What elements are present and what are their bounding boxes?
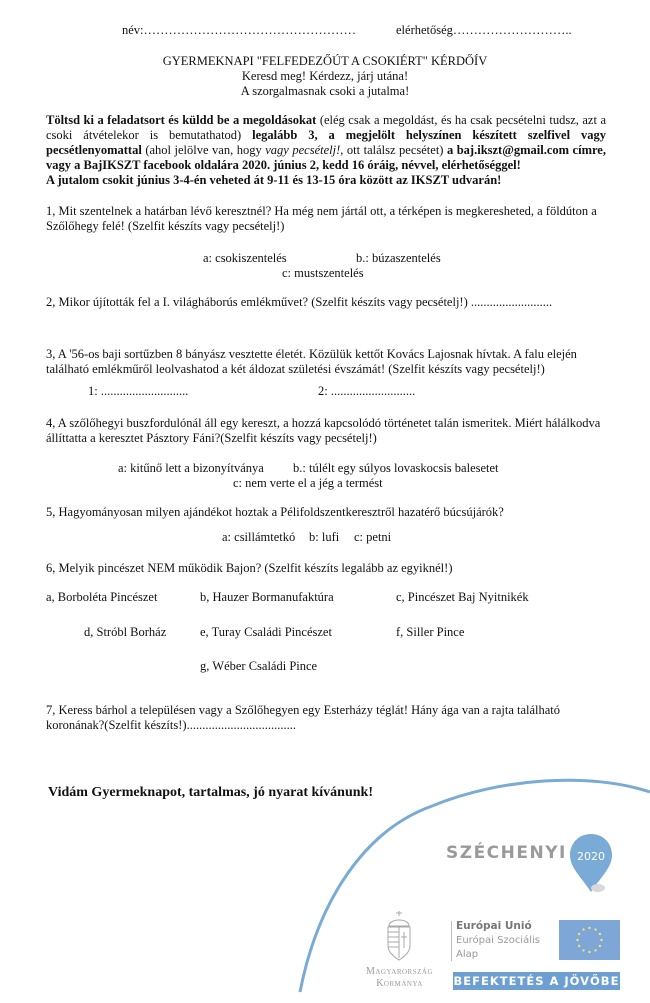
name-field-label: név:…………………………………………… — [122, 23, 357, 37]
intro-italic-5: vagy pecsételj! — [265, 143, 341, 157]
question-1-option-b: b.: búzaszentelés — [356, 251, 441, 265]
intro-text-2: (elég csak a megoldást, és ha csak pecsételni tudsz, azt a csoki átvételekor is bemutathatod) — [46, 113, 606, 142]
document-subtitle-1: Keresd meg! Kérdezz, járj utána! — [241, 69, 409, 83]
closing-message: Vidám Gyermeknapot, tartalmas, jó nyarat kívánunk! — [48, 785, 373, 800]
question-1-text: 1, Mit szentelnek a határban lévő keresztnél? Ha még nem jártál ott, a térképen is megkeresheted, a földúton a Szőlőhegy felé! (Szelfit készíts vagy pecsételj!) — [46, 204, 597, 233]
question-6-text: 6, Melyik pincészet NEM működik Bajon? (Szelfit készíts legalább az egyiknél!) — [46, 561, 453, 575]
government-logo-line-1: Magyarország — [365, 966, 433, 977]
question-5-option-a: a: csillámtetkó — [222, 530, 296, 544]
coat-of-arms-icon — [384, 910, 414, 962]
eu-line-3: Alap — [456, 949, 479, 960]
intro-bold-7: a baj.ikszt@gmail.com címre, vagy a BajIKSZT facebook oldalára 2020. június 2, kedd 16 óráig, névvel, elérhetőséggel! — [46, 143, 606, 172]
intro-bold-3: legalább 3, a megjelölt helyszínen készített szelfivel vagy pecsétlenyomattal — [46, 128, 607, 157]
intro-bold-1: Töltsd ki a feladatsort és küldd be a megoldásokat — [46, 113, 317, 127]
question-6-option-b: b, Hauzer Bormanufaktúra — [200, 590, 334, 604]
intro-text-4: (ahol jelölve van, hogy — [141, 143, 266, 157]
question-1-option-a: a: csokiszentelés — [203, 251, 287, 265]
question-6-option-f: f, Siller Pince — [396, 625, 465, 639]
szechenyi-logo-text: SZÉCHENYI — [446, 843, 567, 863]
intro-bold-8: A jutalom csokit június 3-4-én veheted át 9-11 és 13-15 óra között az IKSZT udvarán! — [46, 173, 502, 187]
question-3-blank-2: 2: ........................... — [318, 384, 416, 398]
question-6-option-g: g, Wéber Családi Pince — [200, 659, 318, 673]
question-5-option-b: b: lufi — [309, 530, 340, 544]
question-3-blank-1: 1: ............................ — [88, 384, 189, 398]
eu-divider — [451, 921, 452, 961]
document-subtitle-2: A szorgalmasnak csoki a jutalma! — [240, 84, 410, 98]
question-2-text: 2, Mikor újították fel a I. világháborús emlékművet? (Szelfit készíts vagy pecsételj!) .......................... — [46, 295, 553, 309]
document-title: GYERMEKNAPI "FELFEDEZŐÚT A CSOKIÉRT" KÉRDŐÍV — [162, 54, 488, 68]
eu-line-1: Európai Unió — [456, 920, 532, 932]
question-7-text: 7, Keress bárhol a településen vagy a Szőlőhegyen egy Esterházy téglát! Hány ága van a rajta található koronának?(Szelfit készíts!)................................... — [46, 703, 561, 732]
question-3-text: 3, A '56-os baji sortűzben 8 bányász vesztette életét. Közülük kettőt Kovács Lajosnak hívtak. A falu elején található emlékműről leolvashatod a két áldozat születési évszámát! (Szelfit készíts vagy pecsételj!) — [46, 347, 577, 376]
question-6-option-d: d, Stróbl Borház — [84, 625, 167, 639]
question-6-option-a: a, Borboléta Pincészet — [46, 590, 158, 604]
question-5-option-c: c: petni — [354, 530, 392, 544]
question-6-option-e: e, Turay Családi Pincészet — [200, 625, 332, 639]
question-4-option-a: a: kitűnő lett a bizonyítványa — [118, 461, 264, 475]
government-logo-line-2: Kormánya — [376, 978, 423, 989]
question-4-option-c: c: nem verte el a jég a termést — [233, 476, 383, 490]
szechenyi-year: 2020 — [577, 850, 605, 863]
eu-line-2: Európai Szociális — [456, 935, 540, 946]
question-4-option-b: b.: túlélt egy súlyos lovaskocsis balesetet — [293, 461, 499, 475]
question-6-option-c: c, Pincészet Baj Nyitnikék — [396, 590, 529, 604]
intro-text-6: , ott találsz pecsétet) — [340, 143, 447, 157]
intro-paragraph — [46, 113, 606, 188]
contact-field-label: elérhetőség……………………….. — [396, 23, 572, 37]
question-1-option-c: c: mustszentelés — [282, 266, 364, 280]
invest-future-banner: BEFEKTETÉS A JÖVŐBE — [453, 974, 620, 988]
question-4-text: 4, A szőlőhegyi buszfordulónál áll egy kereszt, a hozzá kapcsolódó történetet talán ismeritek. Miért hálálkodva állíttatta a keresztet Pásztory Fáni?(Szelfit készíts vagy pecsételj!) — [46, 416, 601, 445]
question-5-text: 5, Hagyományosan milyen ajándékot hoztak a Pélifoldszentkeresztről hazatérő búcsújárók? — [46, 505, 504, 519]
eu-flag-icon — [559, 920, 620, 960]
